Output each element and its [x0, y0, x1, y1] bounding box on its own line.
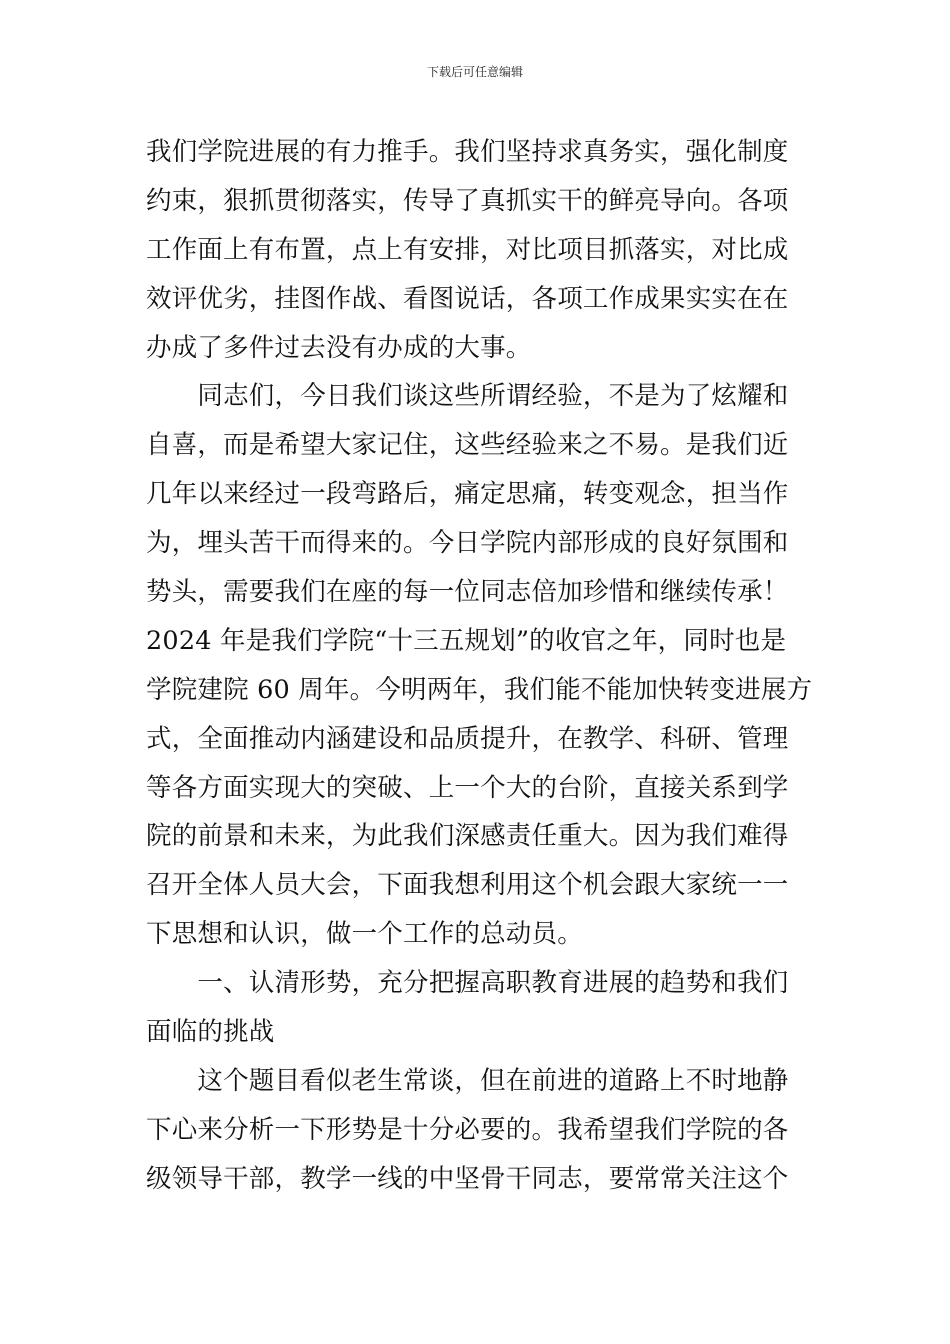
text-line: 我们学院进展的有力推手。我们坚持求真务实，强化制度: [146, 137, 789, 167]
text-line: 同志们，今日我们谈这些所谓经验，不是为了炫耀和: [146, 381, 789, 412]
text-line: 工作面上有布置，点上有安排，对比项目抓落实，对比成: [146, 234, 789, 265]
text-line: 等各方面实现大的突破、上一个大的台阶，直接关系到学: [146, 772, 789, 803]
text-line: 院的前景和未来，为此我们深感责任重大。因为我们难得: [146, 821, 789, 852]
text-line: 下思想和认识，做一个工作的总动员。: [146, 919, 583, 950]
section-heading-line: 一、认清形势，充分把握高职教育进展的趋势和我们: [146, 968, 789, 999]
text-line: 办成了多件过去没有办成的大事。: [146, 332, 532, 363]
page-header: 下载后可任意编辑: [426, 65, 523, 79]
text-line: 学院建院 60 周年。今明两年，我们能不能加快转变进展方: [146, 674, 813, 705]
document-body: [146, 128, 816, 1204]
text-line: 几年以来经过一段弯路后，痛定思痛，转变观念，担当作: [146, 479, 789, 510]
text-line: 级领导干部，教学一线的中坚骨干同志，要常常关注这个: [146, 1163, 789, 1194]
text-line: 为，埋头苦干而得来的。今日学院内部形成的良好氛围和: [146, 528, 789, 559]
text-line: 召开全体人员大会，下面我想利用这个机会跟大家统一一: [146, 870, 789, 901]
text-line: 式，全面推动内涵建设和品质提升，在教学、科研、管理: [146, 723, 789, 754]
text-line: 自喜，而是希望大家记住，这些经验来之不易。是我们近: [146, 430, 789, 461]
text-line: 效评优劣，挂图作战、看图说话，各项工作成果实实在在: [146, 283, 789, 314]
text-line: 势头，需要我们在座的每一位同志倍加珍惜和继续传承！: [146, 577, 789, 608]
section-heading-line: 面临的挑战: [146, 1017, 275, 1048]
text-line: 这个题目看似老生常谈，但在前进的道路上不时地静: [146, 1065, 789, 1096]
text-line: 约束，狠抓贯彻落实，传导了真抓实干的鲜亮导向。各项: [146, 185, 789, 216]
text-line: 下心来分析一下形势是十分必要的。我希望我们学院的各: [146, 1114, 789, 1145]
text-line: 2024 年是我们学院“十三五规划”的收官之年，同时也是: [146, 625, 787, 656]
